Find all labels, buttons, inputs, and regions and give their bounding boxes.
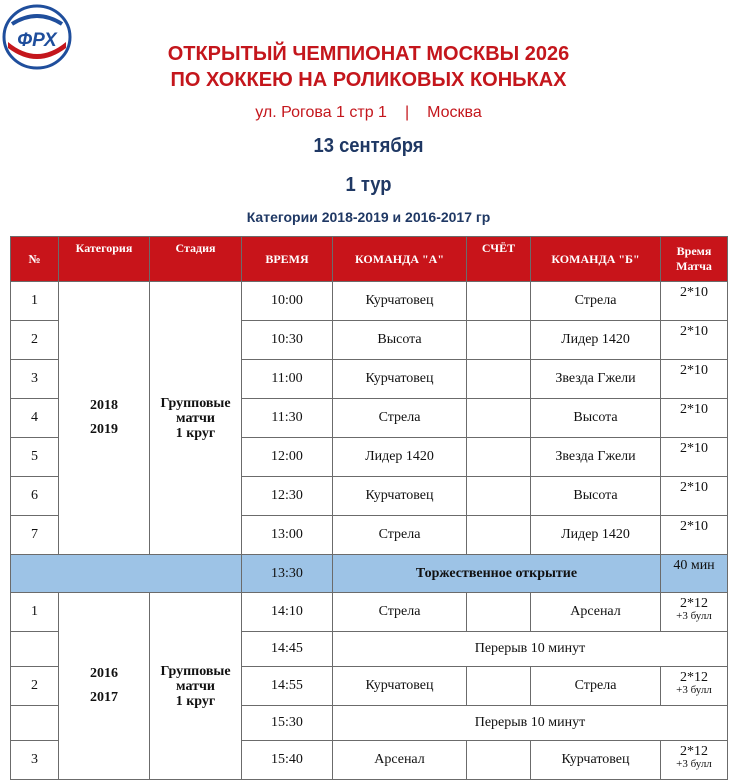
break-text: Перерыв 10 минут <box>333 632 728 667</box>
address-line <box>0 104 737 122</box>
stage-cell <box>150 282 242 555</box>
match-duration <box>661 667 728 706</box>
duration-main: 2*12 <box>680 596 708 611</box>
header-time: ВРЕМЯ <box>242 237 333 282</box>
duration-extra: +3 булл <box>676 610 712 622</box>
score-cell[interactable] <box>467 516 531 555</box>
header-duration <box>661 237 728 282</box>
team-a: Лидер 1420 <box>333 438 467 477</box>
title-line-2: ПО ХОККЕЮ НА РОЛИКОВЫХ КОНЬКАХ <box>170 69 567 91</box>
match-time: 14:10 <box>242 593 333 632</box>
match-duration <box>661 741 728 780</box>
table-row <box>11 282 728 321</box>
match-num: 2 <box>11 321 59 360</box>
team-a: Курчатовец <box>333 477 467 516</box>
team-b: Лидер 1420 <box>531 516 661 555</box>
match-num: 5 <box>11 438 59 477</box>
match-time: 12:30 <box>242 477 333 516</box>
table-header-row <box>11 237 728 282</box>
team-b: Стрела <box>531 667 661 706</box>
stage-line2: матчи <box>176 678 215 694</box>
duration-extra: +3 булл <box>676 684 712 696</box>
stage-line3: 1 круг <box>175 425 216 441</box>
break-time: 15:30 <box>242 706 333 741</box>
table-row <box>11 593 728 632</box>
address: ул. Рогова 1 стр 1 <box>255 104 387 121</box>
team-b: Лидер 1420 <box>531 321 661 360</box>
category-line2: 2017 <box>90 690 118 705</box>
match-duration: 2*10 <box>661 321 728 360</box>
score-cell[interactable] <box>467 282 531 321</box>
header-duration-line1: Время <box>676 244 712 258</box>
match-duration: 2*10 <box>661 282 728 321</box>
score-cell[interactable] <box>467 438 531 477</box>
event-date: 13 сентября <box>313 135 424 157</box>
match-duration: 2*10 <box>661 360 728 399</box>
stage-line3: 1 круг <box>175 693 216 709</box>
score-cell[interactable] <box>467 741 531 780</box>
team-b: Высота <box>531 477 661 516</box>
title-line-1: ОТКРЫТЫЙ ЧЕМПИОНАТ МОСКВЫ 2026 <box>167 43 570 65</box>
team-a: Стрела <box>333 399 467 438</box>
score-cell[interactable] <box>467 399 531 438</box>
schedule-table <box>10 236 728 780</box>
duration-main: 2*12 <box>680 744 708 759</box>
stage-cell <box>150 593 242 780</box>
category-cell <box>59 282 150 555</box>
score-cell[interactable] <box>467 360 531 399</box>
match-time: 11:30 <box>242 399 333 438</box>
category-cell <box>59 593 150 780</box>
match-duration: 2*10 <box>661 438 728 477</box>
match-num: 3 <box>11 741 59 780</box>
stage-line2: матчи <box>176 410 215 426</box>
ceremony-blank <box>11 555 242 593</box>
break-blank <box>11 632 59 667</box>
header-team-b: КОМАНДА "Б" <box>531 237 661 282</box>
tour-label: 1 тур <box>345 174 392 196</box>
category-line1: 2018 <box>90 398 118 413</box>
stage-line1: Групповые <box>160 663 231 679</box>
header-team-a: КОМАНДА "А" <box>333 237 467 282</box>
team-a: Стрела <box>333 516 467 555</box>
match-duration: 2*10 <box>661 399 728 438</box>
match-time: 12:00 <box>242 438 333 477</box>
city: Москва <box>427 104 482 121</box>
break-blank <box>11 706 59 741</box>
break-time: 14:45 <box>242 632 333 667</box>
score-cell[interactable] <box>467 321 531 360</box>
score-cell[interactable] <box>467 477 531 516</box>
team-b: Стрела <box>531 282 661 321</box>
team-b: Звезда Гжели <box>531 360 661 399</box>
match-num: 2 <box>11 667 59 706</box>
match-num: 7 <box>11 516 59 555</box>
logo-text: ФРХ <box>17 30 57 51</box>
match-num: 1 <box>11 282 59 321</box>
duration-extra: +3 булл <box>676 758 712 770</box>
ceremony-row <box>11 555 728 593</box>
match-duration <box>661 593 728 632</box>
match-time: 10:00 <box>242 282 333 321</box>
match-duration: 2*10 <box>661 516 728 555</box>
team-b: Звезда Гжели <box>531 438 661 477</box>
duration-main: 2*12 <box>680 670 708 685</box>
stage-line1: Групповые <box>160 395 231 411</box>
team-a: Стрела <box>333 593 467 632</box>
match-duration: 2*10 <box>661 477 728 516</box>
ceremony-duration: 40 мин <box>661 555 728 593</box>
match-num: 1 <box>11 593 59 632</box>
team-a: Курчатовец <box>333 667 467 706</box>
category-line2: 2019 <box>90 422 118 437</box>
header-num: № <box>11 237 59 282</box>
ceremony-text: Торжественное открытие <box>333 555 661 593</box>
match-time: 10:30 <box>242 321 333 360</box>
match-num: 4 <box>11 399 59 438</box>
header-stage: Стадия <box>150 237 242 282</box>
address-separator: | <box>404 104 410 121</box>
score-cell[interactable] <box>467 667 531 706</box>
ceremony-time: 13:30 <box>242 555 333 593</box>
match-time: 14:55 <box>242 667 333 706</box>
match-time: 13:00 <box>242 516 333 555</box>
break-text: Перерыв 10 минут <box>333 706 728 741</box>
team-a: Курчатовец <box>333 282 467 321</box>
categories-label: Категории 2018-2019 и 2016-2017 гр <box>246 209 491 225</box>
match-time: 15:40 <box>242 741 333 780</box>
team-b: Арсенал <box>531 593 661 632</box>
team-a: Курчатовец <box>333 360 467 399</box>
header-score: СЧЁТ <box>467 237 531 282</box>
team-a: Высота <box>333 321 467 360</box>
team-b: Курчатовец <box>531 741 661 780</box>
match-time: 11:00 <box>242 360 333 399</box>
team-b: Высота <box>531 399 661 438</box>
category-line1: 2016 <box>90 666 118 681</box>
team-a: Арсенал <box>333 741 467 780</box>
header-category: Категория <box>59 237 150 282</box>
score-cell[interactable] <box>467 593 531 632</box>
match-num: 3 <box>11 360 59 399</box>
match-num: 6 <box>11 477 59 516</box>
header-duration-line2: Матча <box>676 259 712 273</box>
